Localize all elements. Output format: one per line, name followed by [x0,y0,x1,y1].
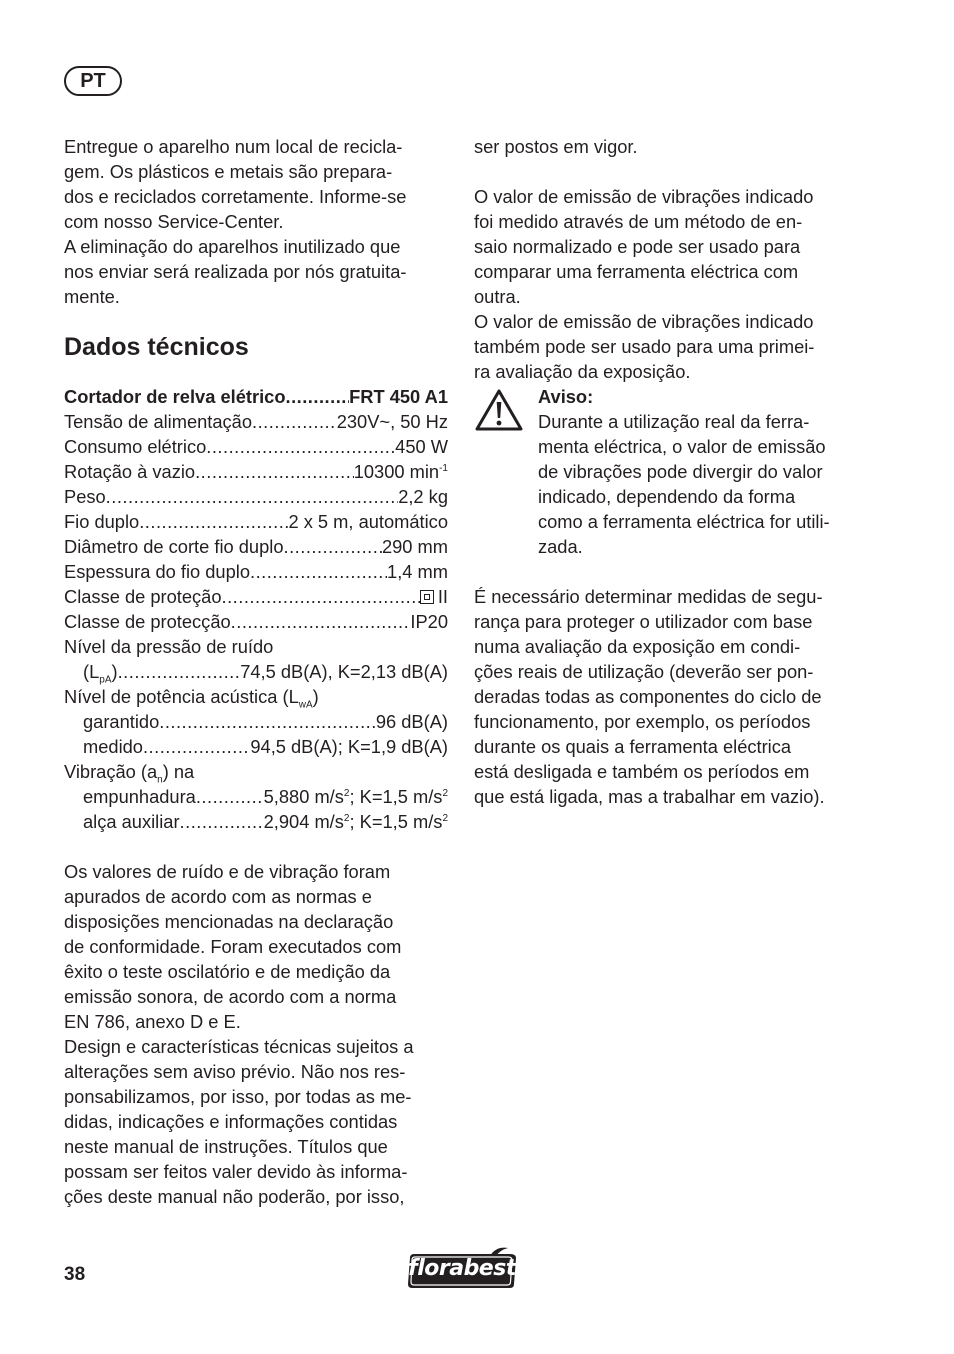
spec-value: 94,5 dB(A); K=1,9 dB(A) [250,736,448,757]
spec-label [83,659,118,684]
value-text: 2,904 m/s [263,811,344,832]
spec-row-diameter [64,534,448,559]
spec-row-measured [64,734,448,759]
spec-label: Consumo elétrico [64,436,207,457]
continuation-paragraph [474,134,864,159]
spec-label: garantido [83,711,160,732]
spec-value: 2 x 5 m, automático [288,511,448,532]
spec-row-line [64,509,448,534]
leader-dots [231,609,411,634]
text-line: A eliminação do aparelhos inutilizado que [64,236,401,257]
text-line: EN 786, anexo D e E. [64,1011,241,1032]
design-paragraph [64,1034,448,1209]
value-text: 5,880 m/s [263,786,344,807]
vibration-paragraph-2 [474,309,864,384]
text-line: disposições mencionadas na declaração [64,911,394,932]
value-text: ; K=1,5 m/s [349,811,443,832]
text-line: êxito o teste oscilatório e de medição da [64,961,391,982]
spec-row-guaranteed [64,709,448,734]
text-line: saio normalizado e pode ser usado para [474,236,801,257]
spec-row-grip [64,784,448,809]
label-text: ) [312,686,319,707]
leader-dots [139,509,288,534]
text-line: como a ferramenta eléctrica for utili- [538,511,830,532]
spec-value: FRT 450 A1 [349,386,448,407]
text-line: rança para proteger o utilizador com base [474,611,813,632]
text-line: apurados de acordo com as normas e [64,886,372,907]
leader-dots [222,584,420,609]
text-line: também pode ser usado para uma primei- [474,336,815,357]
text-line: nos enviar será realizada por nós gratuita- [64,261,407,282]
page-number: 38 [64,1264,86,1285]
spec-row-weight [64,484,448,509]
spec-label: medido [83,736,143,757]
text-line: Design e características técnicas sujeitos a [64,1036,414,1057]
text-line: de conformidade. Foram executados com [64,936,402,957]
text-line: outra. [474,286,521,307]
vibration-paragraph-1 [474,184,864,309]
spec-label: alça auxiliar [83,811,180,832]
text-line: O valor de emissão de vibrações indicado [474,186,814,207]
safety-measures-paragraph [474,584,864,809]
spec-value: 1,4 mm [387,561,448,582]
value-text: II [437,586,448,607]
label-text: Vibração (a [64,761,158,782]
warning-triangle-icon [474,388,524,432]
text-line: numa avaliação da exposição em condi- [474,636,801,657]
disposal-paragraph [64,234,448,309]
spec-value: 96 dB(A) [375,711,448,732]
spec-value: 290 mm [381,536,448,557]
spec-value [354,459,448,484]
double-insulation-icon [420,590,434,604]
spec-value [264,784,448,809]
section-heading: Dados técnicos [64,333,249,361]
superscript: 2 [343,787,350,799]
superscript: 2 [343,812,350,824]
leader-dots [285,384,349,409]
spec-label: Rotação à vazio [64,461,196,482]
superscript: 2 [442,812,448,824]
text-line: de vibrações pode divergir do valor [538,461,823,482]
leader-dots [196,784,264,809]
florabest-logo [404,1246,520,1290]
spec-row-thickness [64,559,448,584]
text-line: O valor de emissão de vibrações indicado [474,311,814,332]
noise-values-paragraph [64,859,448,1034]
spec-value: IP20 [410,611,448,632]
text-line: Os valores de ruído e de vibração foram [64,861,391,882]
text-line: menta eléctrica, o valor de emissão [538,436,826,457]
spec-row-ip [64,609,448,634]
logo-text: florabest [408,1256,516,1281]
value-text: 10300 min [353,461,440,482]
specs-table [64,384,448,834]
spec-row-model [64,384,448,409]
label-text: ) [111,661,118,682]
text-line: ponsabilizamos, por isso, por todas as me- [64,1086,412,1107]
text-line: Entregue o aparelho num local de recicla- [64,136,403,157]
text-line: indicado, dependendo da forma [538,486,796,507]
spec-row-voltage [64,409,448,434]
superscript: -1 [439,462,448,474]
spec-heading-sound-power [64,684,448,709]
spec-label: Espessura do fio duplo [64,561,250,582]
subscript: pA [99,674,112,686]
text-line: ser postos em vigor. [474,136,638,157]
subscript: n [157,774,163,786]
spec-row-speed [64,459,448,484]
spec-row-protection-class [64,584,448,609]
text-line: ções deste manual não poderão, por isso, [64,1186,405,1207]
value-text: ; K=1,5 m/s [349,786,443,807]
spec-value: 74,5 dB(A), K=2,13 dB(A) [240,661,448,682]
leader-dots [143,734,250,759]
text-line: didas, indicações e informações contidas [64,1111,398,1132]
text-line: possam ser feitos valer devido às informa- [64,1161,408,1182]
label-text: ) na [162,761,195,782]
spec-label: empunhadura [83,786,196,807]
warning-text [538,409,864,559]
spec-heading-sound-pressure: Nível da pressão de ruído [64,636,274,657]
subscript: wA [298,699,313,711]
label-text: Nível de potência acústica (L [64,686,299,707]
text-line: funcionamento, por exemplo, os períodos [474,711,811,732]
leader-dots [250,559,387,584]
warning-block [474,384,864,559]
right-column [474,134,864,809]
leader-dots [180,809,264,834]
spec-heading-vibration [64,759,448,784]
spec-row-sound-pressure [64,659,448,684]
text-line: Durante a utilização real da ferra- [538,411,810,432]
text-line: É necessário determinar medidas de segu- [474,586,823,607]
leader-dots [252,409,337,434]
spec-row-aux-handle [64,809,448,834]
text-line: alterações sem aviso prévio. Não nos res- [64,1061,406,1082]
left-column [64,134,448,1209]
recycling-paragraph [64,134,448,234]
text-line: neste manual de instruções. Títulos que [64,1136,388,1157]
spec-value: 450 W [395,436,448,457]
spec-value: 230V~, 50 Hz [336,411,448,432]
spec-label: Cortador de relva elétrico [64,386,286,407]
text-line: foi medido através de um método de en- [474,211,803,232]
leader-dots [284,534,382,559]
text-line: ra avaliação da exposição. [474,361,691,382]
text-line: está desligada e também os períodos em [474,761,810,782]
text-line: dos e reciclados corretamente. Informe-se [64,186,407,207]
spec-label: Fio duplo [64,511,140,532]
text-line: comparar uma ferramenta eléctrica com [474,261,799,282]
text-line: gem. Os plásticos e metais são prepara- [64,161,393,182]
spec-label: Classe de protecção [64,611,231,632]
leader-dots [106,484,399,509]
leader-dots [206,434,395,459]
spec-label: Classe de proteção [64,586,222,607]
leader-dots [118,659,241,684]
spec-label: Diâmetro de corte fio duplo [64,536,284,557]
leader-dots [159,709,376,734]
spec-label: Tensão de alimentação [64,411,253,432]
text-line: que está ligada, mas a trabalhar em vazio). [474,786,825,807]
text-line: zada. [538,536,583,557]
text-line: durante os quais a ferramenta eléctrica [474,736,792,757]
spec-value: 2,2 kg [398,486,448,507]
text-line: ções reais de utilização (deverão ser pon- [474,661,814,682]
spec-value [420,584,448,609]
text-line: deradas todas as componentes do ciclo de [474,686,822,707]
leader-dots [195,459,354,484]
text-line: emissão sonora, de acordo com a norma [64,986,397,1007]
superscript: 2 [442,787,448,799]
text-line: mente. [64,286,120,307]
spec-value [264,809,448,834]
warning-title: Aviso: [538,386,594,407]
spec-row-power [64,434,448,459]
label-text: (L [83,661,100,682]
spec-label: Peso [64,486,106,507]
language-badge: PT [64,66,122,96]
text-line: com nosso Service-Center. [64,211,284,232]
